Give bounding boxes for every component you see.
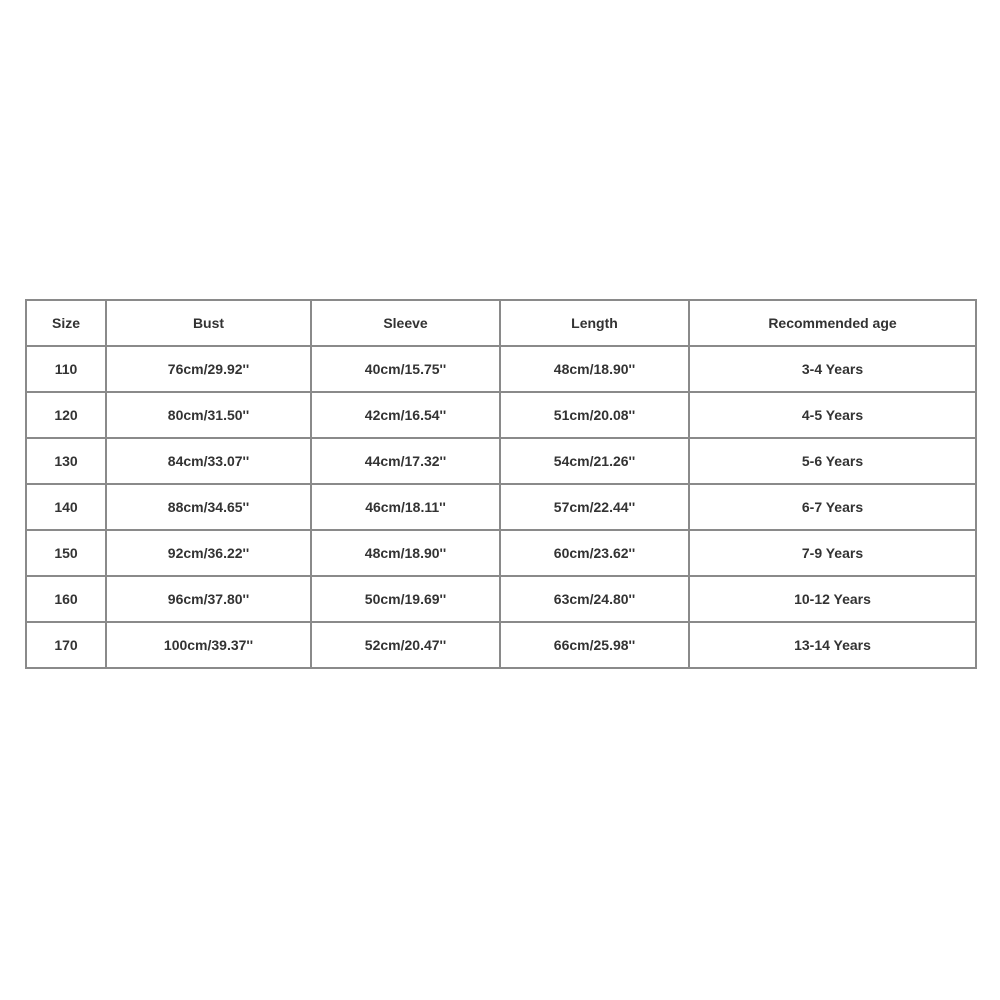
size-chart-table [25,299,977,669]
cell-age: 5-6 Years [689,438,976,484]
cell-size: 110 [26,346,106,392]
cell-bust: 96cm/37.80'' [106,576,311,622]
cell-sleeve: 40cm/15.75'' [311,346,500,392]
cell-bust: 76cm/29.92'' [106,346,311,392]
table-row [26,438,976,484]
cell-sleeve: 44cm/17.32'' [311,438,500,484]
table-row [26,484,976,530]
cell-age: 3-4 Years [689,346,976,392]
cell-bust: 84cm/33.07'' [106,438,311,484]
table-row [26,622,976,668]
table-row [26,346,976,392]
header-bust: Bust [106,300,311,346]
cell-length: 48cm/18.90'' [500,346,689,392]
cell-length: 54cm/21.26'' [500,438,689,484]
cell-bust: 92cm/36.22'' [106,530,311,576]
cell-length: 60cm/23.62'' [500,530,689,576]
cell-size: 170 [26,622,106,668]
cell-size: 120 [26,392,106,438]
header-size: Size [26,300,106,346]
table-row [26,576,976,622]
cell-length: 63cm/24.80'' [500,576,689,622]
cell-age: 6-7 Years [689,484,976,530]
cell-length: 66cm/25.98'' [500,622,689,668]
cell-size: 140 [26,484,106,530]
cell-bust: 100cm/39.37'' [106,622,311,668]
cell-length: 57cm/22.44'' [500,484,689,530]
cell-age: 10-12 Years [689,576,976,622]
cell-sleeve: 42cm/16.54'' [311,392,500,438]
header-recommended-age: Recommended age [689,300,976,346]
header-sleeve: Sleeve [311,300,500,346]
cell-age: 7-9 Years [689,530,976,576]
cell-size: 130 [26,438,106,484]
cell-sleeve: 48cm/18.90'' [311,530,500,576]
cell-sleeve: 46cm/18.11'' [311,484,500,530]
cell-bust: 88cm/34.65'' [106,484,311,530]
table-row [26,392,976,438]
cell-sleeve: 52cm/20.47'' [311,622,500,668]
header-length: Length [500,300,689,346]
table-row [26,530,976,576]
table-header-row [26,300,976,346]
cell-size: 160 [26,576,106,622]
cell-length: 51cm/20.08'' [500,392,689,438]
cell-bust: 80cm/31.50'' [106,392,311,438]
cell-age: 13-14 Years [689,622,976,668]
cell-sleeve: 50cm/19.69'' [311,576,500,622]
cell-size: 150 [26,530,106,576]
cell-age: 4-5 Years [689,392,976,438]
